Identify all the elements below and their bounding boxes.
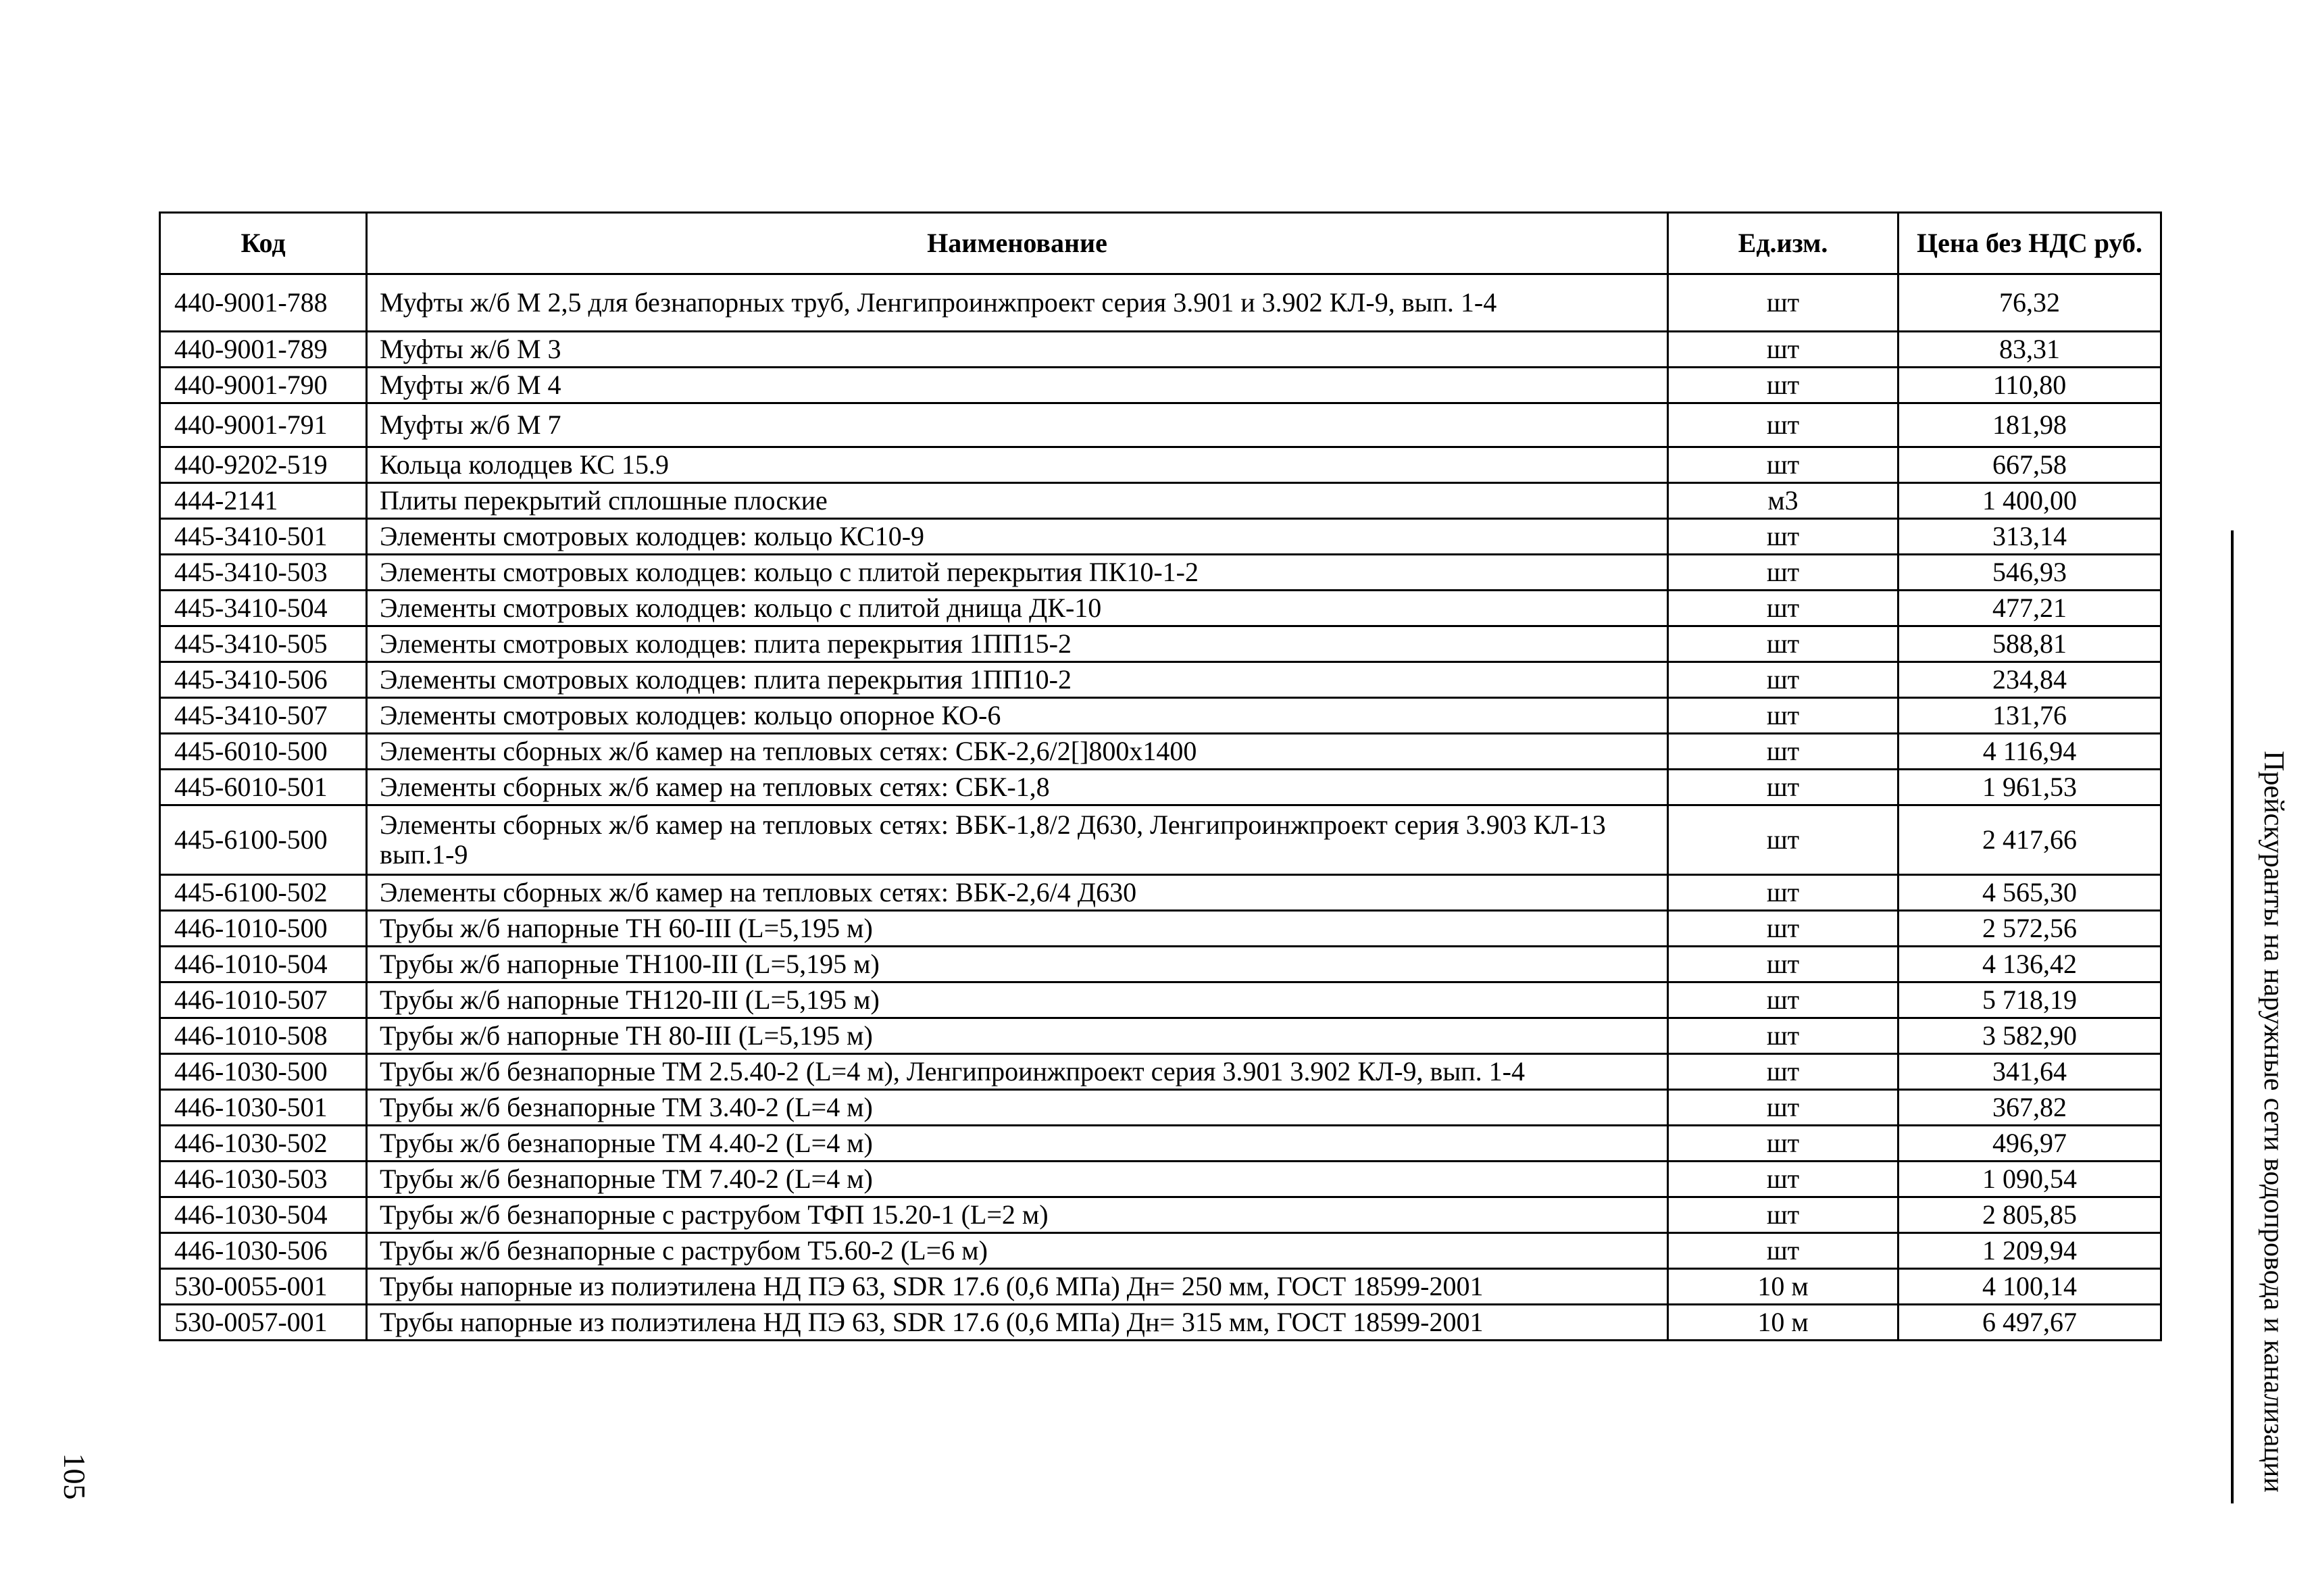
cell-unit: шт (1668, 1197, 1898, 1233)
table-row (160, 698, 2161, 734)
cell-price: 4 136,42 (1898, 947, 2161, 982)
cell-price: 234,84 (1898, 662, 2161, 698)
table-row (160, 1162, 2161, 1197)
table-row (160, 875, 2161, 911)
cell-unit: шт (1668, 1054, 1898, 1090)
cell-price: 131,76 (1898, 698, 2161, 734)
cell-price: 546,93 (1898, 555, 2161, 591)
cell-code: 446-1030-502 (160, 1126, 367, 1162)
cell-unit: шт (1668, 875, 1898, 911)
cell-code: 440-9001-791 (160, 403, 367, 447)
cell-name: Элементы смотровых колодцев: плита перекрытия 1ПП10-2 (367, 662, 1668, 698)
cell-price: 313,14 (1898, 519, 2161, 555)
table-row (160, 947, 2161, 982)
cell-price: 2 572,56 (1898, 911, 2161, 947)
cell-code: 445-3410-505 (160, 626, 367, 662)
cell-code: 530-0057-001 (160, 1305, 367, 1341)
cell-unit: шт (1668, 447, 1898, 483)
cell-name: Элементы смотровых колодцев: кольцо с плитой днища ДК-10 (367, 591, 1668, 626)
cell-code: 445-3410-503 (160, 555, 367, 591)
cell-price: 181,98 (1898, 403, 2161, 447)
cell-price: 1 400,00 (1898, 483, 2161, 519)
cell-name: Трубы ж/б напорные ТН120-III (L=5,195 м) (367, 982, 1668, 1018)
table-row (160, 770, 2161, 805)
table-row (160, 1305, 2161, 1341)
cell-unit: шт (1668, 662, 1898, 698)
cell-price: 4 100,14 (1898, 1269, 2161, 1305)
cell-code: 446-1010-508 (160, 1018, 367, 1054)
cell-price: 2 805,85 (1898, 1197, 2161, 1233)
cell-name: Кольца колодцев КС 15.9 (367, 447, 1668, 483)
cell-name: Муфты ж/б М 7 (367, 403, 1668, 447)
cell-unit: шт (1668, 982, 1898, 1018)
table-row (160, 483, 2161, 519)
cell-code: 445-6100-502 (160, 875, 367, 911)
cell-name: Трубы ж/б безнапорные с раструбом Т5.60-2 (L=6 м) (367, 1233, 1668, 1269)
cell-price: 4 116,94 (1898, 734, 2161, 770)
cell-unit: шт (1668, 1233, 1898, 1269)
table-row (160, 626, 2161, 662)
cell-name: Трубы напорные из полиэтилена НД ПЭ 63, SDR 17.6 (0,6 МПа) Дн= 315 мм, ГОСТ 18599-2001 (367, 1305, 1668, 1341)
cell-name: Плиты перекрытий сплошные плоские (367, 483, 1668, 519)
cell-price: 341,64 (1898, 1054, 2161, 1090)
cell-price: 83,31 (1898, 332, 2161, 368)
cell-price: 367,82 (1898, 1090, 2161, 1126)
cell-name: Элементы смотровых колодцев: кольцо КС10-9 (367, 519, 1668, 555)
cell-unit: м3 (1668, 483, 1898, 519)
cell-unit: шт (1668, 519, 1898, 555)
cell-name: Трубы ж/б напорные ТН 60-III (L=5,195 м) (367, 911, 1668, 947)
table-row (160, 1269, 2161, 1305)
cell-price: 5 718,19 (1898, 982, 2161, 1018)
table-row (160, 1233, 2161, 1269)
cell-unit: шт (1668, 1162, 1898, 1197)
cell-code: 446-1010-507 (160, 982, 367, 1018)
cell-name: Элементы сборных ж/б камер на тепловых сетях: ВБК-1,8/2 Д630, Ленгипроинжпроект серия 3.903 КЛ-13 вып.1-9 (367, 805, 1668, 875)
cell-code: 446-1030-506 (160, 1233, 367, 1269)
cell-unit: шт (1668, 626, 1898, 662)
cell-code: 445-6100-500 (160, 805, 367, 875)
table-row (160, 1197, 2161, 1233)
cell-name: Муфты ж/б М 4 (367, 368, 1668, 403)
cell-price: 1 209,94 (1898, 1233, 2161, 1269)
cell-price: 76,32 (1898, 274, 2161, 332)
cell-name: Трубы ж/б безнапорные ТМ 3.40-2 (L=4 м) (367, 1090, 1668, 1126)
cell-name: Трубы ж/б безнапорные ТМ 4.40-2 (L=4 м) (367, 1126, 1668, 1162)
cell-name: Элементы смотровых колодцев: плита перекрытия 1ПП15-2 (367, 626, 1668, 662)
cell-price: 1 961,53 (1898, 770, 2161, 805)
table-row (160, 368, 2161, 403)
cell-code: 445-6010-500 (160, 734, 367, 770)
cell-name: Муфты ж/б М 3 (367, 332, 1668, 368)
cell-price: 2 417,66 (1898, 805, 2161, 875)
price-table (159, 211, 2162, 1341)
cell-price: 588,81 (1898, 626, 2161, 662)
cell-code: 445-3410-506 (160, 662, 367, 698)
cell-unit: шт (1668, 734, 1898, 770)
cell-code: 446-1030-503 (160, 1162, 367, 1197)
cell-code: 446-1030-500 (160, 1054, 367, 1090)
cell-name: Элементы смотровых колодцев: кольцо с плитой перекрытия ПК10-1-2 (367, 555, 1668, 591)
table-row (160, 1090, 2161, 1126)
cell-code: 440-9202-519 (160, 447, 367, 483)
cell-name: Элементы смотровых колодцев: кольцо опорное КО-6 (367, 698, 1668, 734)
table-header-row (160, 213, 2161, 274)
header-name: Наименование (367, 213, 1668, 274)
cell-unit: шт (1668, 332, 1898, 368)
header-price: Цена без НДС руб. (1898, 213, 2161, 274)
cell-code: 440-9001-790 (160, 368, 367, 403)
cell-price: 6 497,67 (1898, 1305, 2161, 1341)
cell-name: Трубы ж/б напорные ТН 80-III (L=5,195 м) (367, 1018, 1668, 1054)
cell-unit: шт (1668, 805, 1898, 875)
cell-code: 445-3410-507 (160, 698, 367, 734)
cell-price: 4 565,30 (1898, 875, 2161, 911)
table-row (160, 332, 2161, 368)
table-row (160, 447, 2161, 483)
table-row (160, 734, 2161, 770)
cell-unit: шт (1668, 555, 1898, 591)
cell-price: 477,21 (1898, 591, 2161, 626)
cell-price: 3 582,90 (1898, 1018, 2161, 1054)
cell-code: 444-2141 (160, 483, 367, 519)
cell-code: 445-3410-504 (160, 591, 367, 626)
cell-code: 446-1030-504 (160, 1197, 367, 1233)
cell-unit: шт (1668, 770, 1898, 805)
cell-unit: шт (1668, 368, 1898, 403)
table-row (160, 274, 2161, 332)
cell-name: Трубы ж/б безнапорные ТМ 2.5.40-2 (L=4 м), Ленгипроинжпроект серия 3.901 3.902 КЛ-9, вып. 1-4 (367, 1054, 1668, 1090)
cell-unit: шт (1668, 591, 1898, 626)
table-row (160, 591, 2161, 626)
side-rule (2231, 530, 2234, 1503)
cell-name: Трубы напорные из полиэтилена НД ПЭ 63, SDR 17.6 (0,6 МПа) Дн= 250 мм, ГОСТ 18599-2001 (367, 1269, 1668, 1305)
table-row (160, 805, 2161, 875)
cell-unit: шт (1668, 947, 1898, 982)
cell-price: 110,80 (1898, 368, 2161, 403)
table-row (160, 911, 2161, 947)
cell-name: Элементы сборных ж/б камер на тепловых сетях: СБК-2,6/2[]800х1400 (367, 734, 1668, 770)
cell-code: 446-1010-504 (160, 947, 367, 982)
cell-name: Трубы ж/б напорные ТН100-III (L=5,195 м) (367, 947, 1668, 982)
cell-name: Трубы ж/б безнапорные с раструбом ТФП 15.20-1 (L=2 м) (367, 1197, 1668, 1233)
cell-code: 446-1030-501 (160, 1090, 367, 1126)
cell-name: Муфты ж/б М 2,5 для безнапорных труб, Ленгипроинжпроект серия 3.901 и 3.902 КЛ-9, вып. 1-4 (367, 274, 1668, 332)
cell-unit: шт (1668, 403, 1898, 447)
cell-unit: 10 м (1668, 1269, 1898, 1305)
cell-code: 440-9001-788 (160, 274, 367, 332)
cell-code: 446-1010-500 (160, 911, 367, 947)
page-number: 105 (57, 1453, 92, 1500)
table-row (160, 519, 2161, 555)
cell-unit: шт (1668, 274, 1898, 332)
cell-name: Трубы ж/б безнапорные ТМ 7.40-2 (L=4 м) (367, 1162, 1668, 1197)
table-row (160, 403, 2161, 447)
table-row (160, 1018, 2161, 1054)
cell-unit: шт (1668, 1018, 1898, 1054)
cell-unit: шт (1668, 1090, 1898, 1126)
table-row (160, 555, 2161, 591)
header-unit: Ед.изм. (1668, 213, 1898, 274)
cell-code: 440-9001-789 (160, 332, 367, 368)
cell-unit: шт (1668, 1126, 1898, 1162)
cell-unit: 10 м (1668, 1305, 1898, 1341)
cell-code: 445-6010-501 (160, 770, 367, 805)
table-row (160, 662, 2161, 698)
cell-price: 496,97 (1898, 1126, 2161, 1162)
table-row (160, 982, 2161, 1018)
cell-name: Элементы сборных ж/б камер на тепловых сетях: ВБК-2,6/4 Д630 (367, 875, 1668, 911)
cell-price: 667,58 (1898, 447, 2161, 483)
cell-unit: шт (1668, 698, 1898, 734)
cell-code: 530-0055-001 (160, 1269, 367, 1305)
table-row (160, 1054, 2161, 1090)
cell-price: 1 090,54 (1898, 1162, 2161, 1197)
table-row (160, 1126, 2161, 1162)
side-title: Прейскуранты на наружные сети водопровода и канализации (2258, 751, 2289, 1493)
cell-code: 445-3410-501 (160, 519, 367, 555)
cell-unit: шт (1668, 911, 1898, 947)
header-code: Код (160, 213, 367, 274)
cell-name: Элементы сборных ж/б камер на тепловых сетях: СБК-1,8 (367, 770, 1668, 805)
